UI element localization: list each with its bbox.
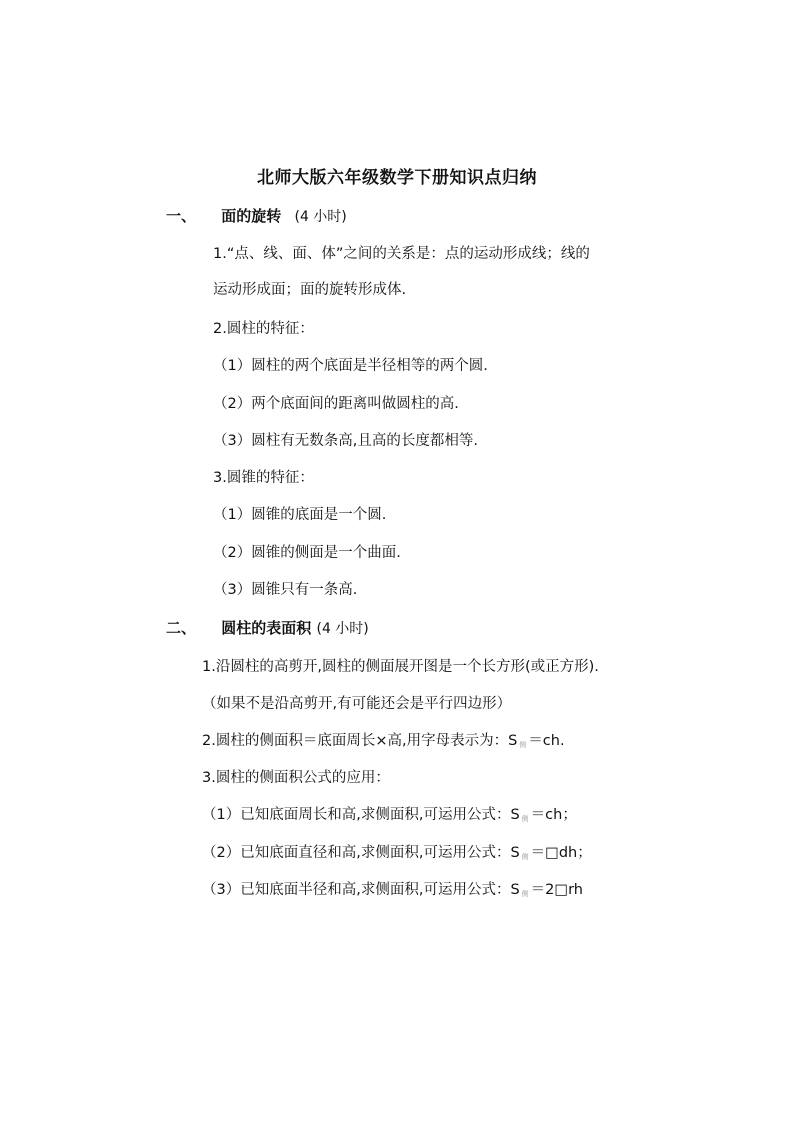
formula-line <box>202 841 592 862</box>
formula-subscript: 侧 <box>521 890 529 898</box>
formula-expression: ＝ch； <box>530 807 577 823</box>
formula-text: 3.圆柱的侧面积公式的应用： <box>202 770 390 786</box>
section-heading-2 <box>166 617 369 638</box>
formula-text: （3）已知底面半径和高,求侧面积,可运用公式：S <box>202 882 520 898</box>
text-line: 2.圆柱的特征： <box>213 321 314 337</box>
formula-subscript: 侧 <box>519 741 527 749</box>
section-number: 二、 <box>166 619 197 637</box>
text-line: （2）两个底面间的距离叫做圆柱的高. <box>213 396 459 412</box>
section-title: 圆柱的表面积 <box>221 619 312 637</box>
text-line: 运动形成面；面的旋转形成体. <box>213 282 407 298</box>
formula-text: （1）已知底面周长和高,求侧面积,可运用公式：S <box>202 807 520 823</box>
text-line: （如果不是沿高剪开,有可能还会是平行四边形） <box>202 696 512 712</box>
text-line: （3）圆锥只有一条高. <box>213 582 358 598</box>
formula-text: （2）已知底面直径和高,求侧面积,可运用公式：S <box>202 845 520 861</box>
formula-line <box>202 729 565 750</box>
text-line: （2）圆锥的侧面是一个曲面. <box>213 545 401 561</box>
page-title: 北师大版六年级数学下册知识点归纳 <box>257 168 537 188</box>
section-hours: (4 小时) <box>294 209 347 225</box>
formula-expression: ＝ch. <box>528 733 565 749</box>
formula-expression: ＝2□rh <box>530 882 583 898</box>
text-line: （1）圆柱的两个底面是半径相等的两个圆. <box>213 358 488 374</box>
text-line: 1.“点、线、面、体”之间的关系是：点的运动形成线；线的 <box>213 246 590 262</box>
section-number: 一、 <box>166 207 197 225</box>
text-line: 3.圆锥的特征： <box>213 470 314 486</box>
text-line: 1.沿圆柱的高剪开,圆柱的侧面展开图是一个长方形(或正方形). <box>202 659 599 675</box>
formula-text: 2.圆柱的侧面积＝底面周长×高,用字母表示为：S <box>202 733 518 749</box>
formula-expression: ＝□dh； <box>530 845 592 861</box>
formula-subscript: 侧 <box>521 853 529 861</box>
text-line: （1）圆锥的底面是一个圆. <box>213 507 387 523</box>
formula-subscript: 侧 <box>521 815 529 823</box>
formula-line <box>202 766 390 787</box>
text-line: （3）圆柱有无数条高,且高的长度都相等. <box>213 433 478 449</box>
section-hours: (4 小时) <box>316 621 369 637</box>
formula-line <box>202 803 577 824</box>
formula-line <box>202 878 583 899</box>
section-title: 面的旋转 <box>221 207 282 225</box>
section-heading-1 <box>166 205 347 226</box>
